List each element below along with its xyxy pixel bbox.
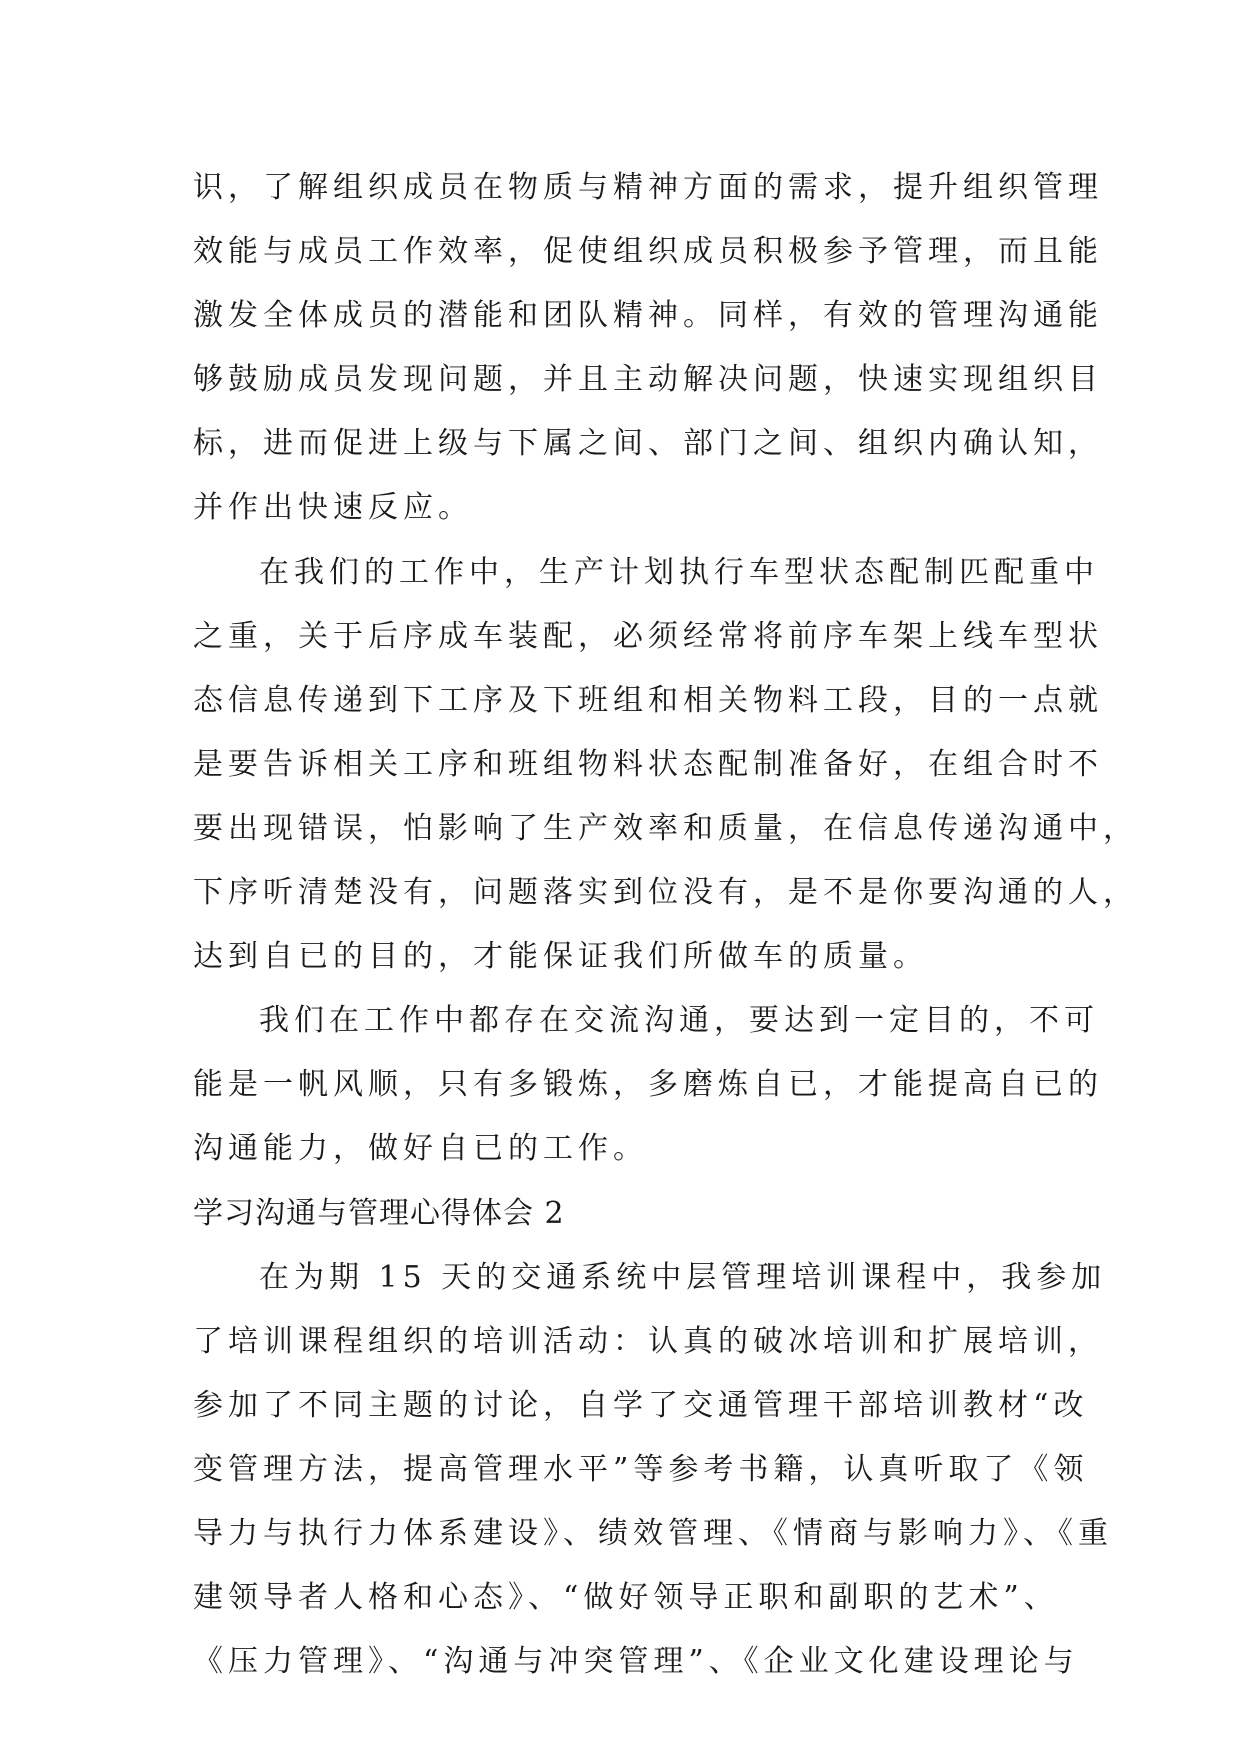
text-line: 识，了解组织成员在物质与精神方面的需求，提升组织管理	[193, 170, 1103, 205]
text-line: 建领导者人格和心态》、“做好领导正职和副职的艺术”、	[193, 1580, 1059, 1616]
text-line: 够鼓励成员发现问题，并且主动解决问题，快速实现组织目	[193, 362, 1103, 398]
text-line: 沟通能力，做好自已的工作。	[193, 1131, 648, 1167]
text-line: 态信息传递到下工序及下班组和相关物料工段，目的一点就	[193, 682, 1103, 718]
section-heading: 学习沟通与管理心得体会 2	[193, 1195, 565, 1231]
text-line: 我们在工作中都存在交流沟通，要达到一定目的，不可	[259, 1003, 1099, 1039]
text-line: 参加了不同主题的讨论，自学了交通管理干部培训教材“改	[193, 1387, 1089, 1423]
text-line: 《压力管理》、“沟通与冲突管理”、《企业文化建设理论与	[193, 1644, 1079, 1680]
text-line: 达到自已的目的，才能保证我们所做车的质量。	[193, 939, 928, 975]
text-line: 导力与执行力体系建设》、绩效管理、《情商与影响力》、《重	[193, 1515, 1113, 1551]
text-line: 效能与成员工作效率，促使组织成员积极参予管理，而且能	[193, 234, 1103, 270]
text-line: 在我们的工作中，生产计划执行车型状态配制匹配重中	[259, 554, 1099, 590]
text-line: 了培训课程组织的培训活动：认真的破冰培训和扩展培训，	[193, 1323, 1103, 1359]
text-line: 下序听清楚没有，问题落实到位没有，是不是你要沟通的人，	[193, 875, 1138, 911]
text-line: 激发全体成员的潜能和团队精神。同样，有效的管理沟通能	[193, 298, 1103, 334]
text-line: 是要告诉相关工序和班组物料状态配制准备好，在组合时不	[193, 746, 1103, 782]
text-line: 变管理方法，提高管理水平”等参考书籍，认真听取了《领	[193, 1451, 1089, 1487]
document-body	[193, 156, 1138, 1694]
text-line: 要出现错误，怕影响了生产效率和质量，在信息传递沟通中，	[193, 810, 1138, 846]
text-line: 标，进而促进上级与下属之间、部门之间、组织内确认知，	[193, 426, 1103, 462]
text-line: 之重，关于后序成车装配，必须经常将前序车架上线车型状	[193, 618, 1103, 654]
text-line: 在为期 15 天的交通系统中层管理培训课程中，我参加	[259, 1259, 1107, 1295]
text-line: 并作出快速反应。	[193, 490, 473, 526]
text-line: 能是一帆风顺，只有多锻炼，多磨炼自已，才能提高自已的	[193, 1067, 1103, 1103]
